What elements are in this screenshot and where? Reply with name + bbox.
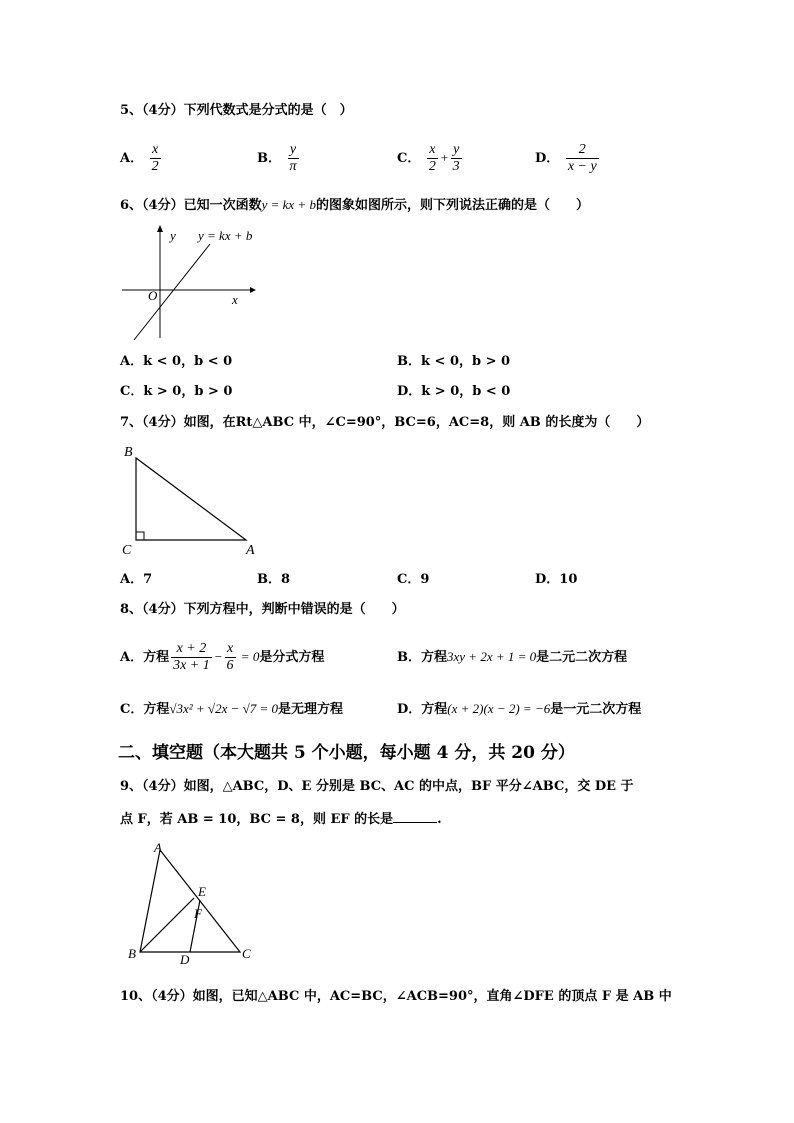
q9-point-f: F [194, 906, 202, 921]
q5-option-c-plus: + [439, 150, 449, 165]
q7-vertex-a: A [246, 543, 255, 558]
q6-graph-x-label: x [232, 292, 238, 307]
q8-option-d-pre: D．方程 [397, 702, 448, 717]
q5-option-a [120, 142, 163, 175]
q10-line1: 10、（4分）如图，已知△ABC 中，AC=BC，∠ACB=90°，直角∠DFE 的顶点 F 是 AB 中 [120, 989, 672, 1004]
q8-option-b [397, 648, 627, 667]
q6-stem [120, 196, 589, 215]
q6-graph-equation: y = kx + b [198, 228, 253, 243]
q5-option-c-label: C． [397, 151, 421, 166]
q7-triangle-figure [118, 440, 268, 562]
q9-point-e: E [198, 884, 206, 899]
q8-option-a-fraction2: $\frac{x}{6}$ [226, 641, 234, 673]
q9-point-d: D [180, 952, 190, 967]
q7-option-a: A．7 [120, 572, 153, 587]
q8-option-c-pre: C．方程 [120, 702, 170, 717]
q7-option-b: B．8 [257, 572, 291, 587]
q6-x-axis-arrow [250, 287, 256, 293]
q7-option-d: D．10 [535, 572, 578, 587]
q9-line2-post: . [437, 812, 442, 827]
q7-vertex-b: B [124, 445, 133, 460]
q6-stem-post: 的图象如图所示，则下列说法正确的是（ ） [315, 198, 589, 213]
section-2-heading: 二、填空题（本大题共 5 个小题，每小题 4 分，共 20 分） [118, 743, 575, 763]
q5-option-d-fraction: $\frac{2}{x - y}$ [567, 142, 597, 174]
q8-option-a-fraction1: $\frac{x + 2}{3x + 1}$ [173, 641, 210, 673]
q8-option-a [120, 641, 324, 674]
q6-function-line [134, 244, 210, 340]
q9-vertex-b: B [128, 946, 136, 961]
q8-option-a-post: 是分式方程 [259, 650, 325, 665]
q9-line2 [120, 810, 442, 829]
q8-option-c [120, 700, 343, 719]
q6-stem-pre: 6、（4分）已知一次函数 [120, 198, 262, 213]
q6-stem-equation: y = kx + b [261, 197, 316, 212]
q5-option-a-fraction: $\frac{x}{2}$ [151, 142, 159, 174]
q8-option-a-minus: − [213, 649, 223, 664]
q9-vertex-c: C [242, 946, 251, 961]
q9-line1: 9、（4分）如图，△ABC，D、E 分别是 BC、AC 的中点，BF 平分∠ABC，交 DE 于 [120, 779, 634, 794]
q9-vertex-a: A [154, 840, 162, 855]
q8-option-a-pre: A．方程 [120, 650, 170, 665]
q9-triangle-figure [122, 840, 262, 968]
q5-option-d [535, 142, 601, 175]
q8-option-d-equation: (x + 2)(x − 2) = −6 [447, 701, 551, 716]
q9-answer-blank [393, 810, 437, 823]
q6-y-axis-arrow [157, 225, 163, 232]
q5-stem: 5、（4分）下列代数式是分式的是（ ） [120, 103, 353, 118]
q5-option-b-fraction: $\frac{y}{\pi}$ [289, 142, 297, 174]
q5-option-d-label: D． [535, 151, 560, 166]
q9-segment-be [140, 898, 194, 952]
q6-option-b: B．k < 0，b > 0 [397, 354, 511, 369]
q8-option-c-equation: √3x² + √2x − √7 = 0 [169, 701, 279, 716]
q8-option-a-equals: = 0 [237, 649, 260, 664]
q8-option-d [397, 700, 641, 719]
q7-right-angle-mark [136, 532, 144, 540]
q7-option-c: C．9 [397, 572, 430, 587]
q5-option-c-fraction2: $\frac{y}{3}$ [452, 142, 460, 174]
q8-option-c-post: 是无理方程 [278, 702, 344, 717]
q5-option-a-label: A． [120, 151, 144, 166]
q6-option-a: A．k < 0，b < 0 [120, 354, 233, 369]
q6-graph-y-label: y [170, 228, 176, 243]
q8-option-b-equation: 3xy + 2x + 1 = 0 [447, 649, 537, 664]
q7-vertex-c: C [122, 543, 132, 558]
q5-option-c [397, 142, 464, 175]
q5-option-b-label: B． [257, 151, 281, 166]
q9-line2-pre: 点 F，若 AB = 10，BC = 8，则 EF 的长是 [120, 812, 394, 827]
q8-option-b-pre: B．方程 [397, 650, 447, 665]
q8-option-b-post: 是二元二次方程 [536, 650, 628, 665]
q8-stem: 8、（4分）下列方程中，判断中错误的是（ ） [120, 602, 405, 617]
q6-option-d: D．k > 0，b < 0 [397, 384, 511, 399]
q6-function-graph [118, 222, 258, 344]
q5-option-b [257, 142, 301, 175]
q7-stem: 7、（4分）如图，在Rt△ABC 中，∠C=90°，BC=6，AC=8，则 AB 的长度为（ ） [120, 415, 650, 430]
q6-option-c: C．k > 0，b > 0 [120, 384, 233, 399]
q8-option-d-post: 是一元二次方程 [550, 702, 642, 717]
q5-option-c-fraction1: $\frac{x}{2}$ [428, 142, 436, 174]
q6-graph-origin-label: O [148, 288, 158, 303]
q7-triangle [136, 458, 246, 540]
